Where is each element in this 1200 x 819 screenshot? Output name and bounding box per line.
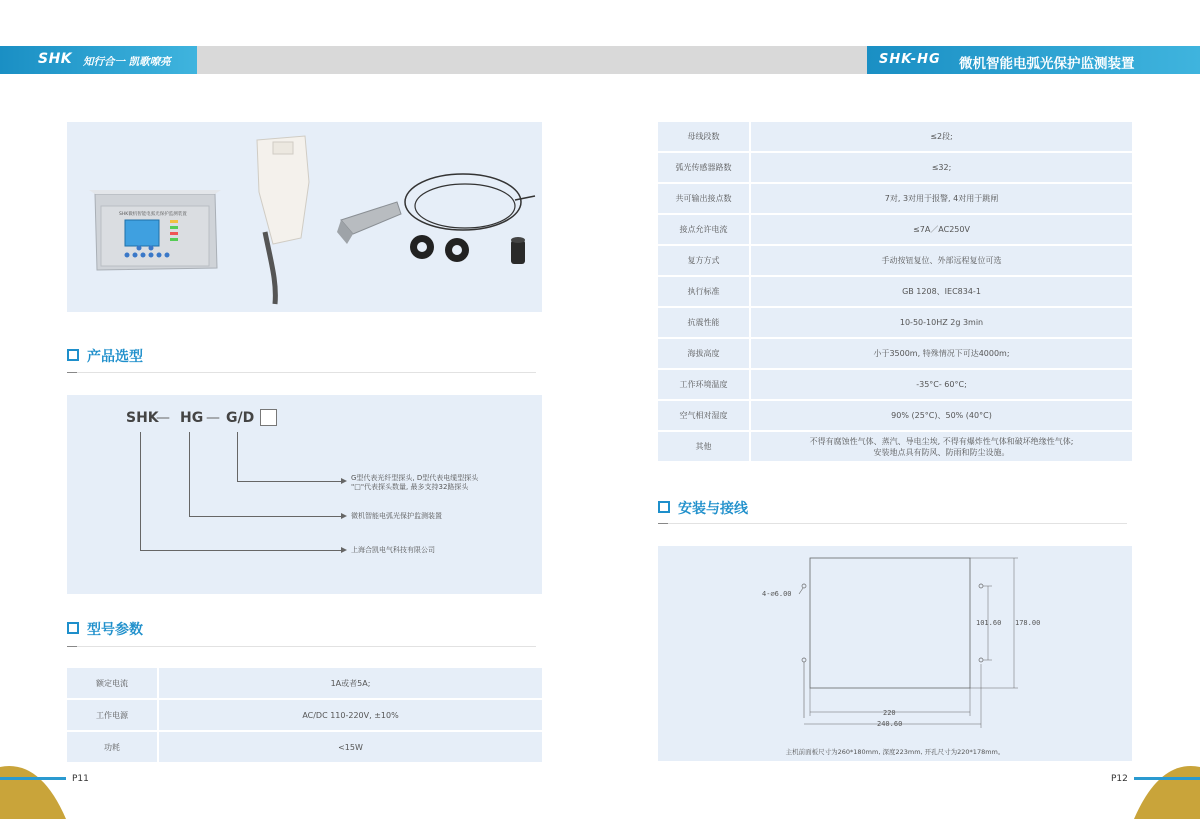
brand-logo: SHK [38, 51, 73, 67]
product-model: SHK-HG [879, 52, 941, 67]
table-row [658, 122, 1132, 151]
spec-key: 其他 [658, 432, 751, 461]
mount-hole-icon [979, 658, 983, 662]
header-left-banner [0, 46, 197, 74]
spec-value [751, 432, 1132, 461]
table-row [67, 732, 542, 762]
dim-178-label: 178.00 [1015, 619, 1041, 627]
spec-key: 共可输出接点数 [658, 184, 751, 213]
spec-key: 母线段数 [658, 122, 751, 151]
product-photo [67, 122, 542, 312]
device-unit-image [89, 190, 221, 270]
dim-240-label: 240.60 [877, 720, 903, 728]
install-divider [658, 523, 1127, 524]
table-row [658, 370, 1132, 399]
spec-key: 接点允许电流 [658, 215, 751, 244]
page-number-right: P12 [1111, 774, 1128, 784]
selection-heading [67, 346, 267, 366]
table-row [67, 700, 542, 730]
spec-key: 空气相对湿度 [658, 401, 751, 430]
code-part-shk: SHK [126, 410, 159, 426]
table-row [67, 668, 542, 698]
spec-table [658, 120, 1132, 463]
spec-value: GB 1208、IEC834-1 [751, 277, 1132, 306]
device-screen-label: SHK微机智能电弧光保护监测装置 [119, 212, 187, 217]
footer-bar-right [1134, 777, 1200, 780]
spec-key: 弧光传感器路数 [658, 153, 751, 182]
params-divider [67, 646, 536, 647]
arc-sensor-probe-image [257, 136, 309, 304]
param-key: 工作电源 [67, 700, 159, 730]
table-row [658, 184, 1132, 213]
header-right-banner [867, 46, 1200, 74]
mount-hole-icon [802, 584, 806, 588]
connector-line-device [189, 432, 190, 516]
note-device: 微机智能电弧光保护监测装置 [351, 512, 442, 520]
connector-line-device-h [189, 516, 341, 517]
panel-outline [810, 558, 970, 688]
hole-dim-label: 4-∅6.00 [762, 590, 792, 598]
dim-220-label: 220 [883, 709, 896, 717]
mount-hole-icon [979, 584, 983, 588]
table-row [658, 339, 1132, 368]
mount-hole-icon [802, 658, 806, 662]
spec-value: ≤2段; [751, 122, 1132, 151]
spec-value-line-2: 安装地点具有防风、防雨和防尘设施。 [873, 447, 1010, 457]
table-row [658, 432, 1132, 461]
param-value: 1A或者5A; [159, 668, 542, 698]
params-table [67, 666, 542, 764]
arrow-device-icon [341, 513, 347, 519]
table-row [658, 246, 1132, 275]
param-key: 额定电流 [67, 668, 159, 698]
spec-value: 手动按钮复位、外部远程复位可选 [751, 246, 1132, 275]
table-row [658, 277, 1132, 306]
arrow-company-icon [341, 547, 347, 553]
table-row [658, 153, 1132, 182]
bracket-and-fiber-image [337, 174, 535, 264]
selection-heading-text: 产品选型 [87, 349, 143, 365]
page-number-left: P11 [72, 774, 89, 784]
spec-key: 抗震性能 [658, 308, 751, 337]
note-company: 上海合凯电气科技有限公司 [351, 546, 435, 554]
heading-square-icon [67, 349, 79, 361]
params-heading [67, 619, 267, 639]
table-row [658, 308, 1132, 337]
footer-bar-left [0, 777, 66, 780]
param-value: AC/DC 110-220V, ±10% [159, 700, 542, 730]
probe-count-box [260, 409, 277, 426]
cutout-dimension-drawing [658, 546, 1132, 746]
model-selection-panel [67, 395, 542, 594]
install-caption: 主机前面板尺寸为260*180mm, 深度223mm, 开孔尺寸为220*178mm。 [785, 748, 1005, 756]
product-photo-illustration [67, 122, 542, 312]
spec-key: 海拔高度 [658, 339, 751, 368]
spec-value: -35°C- 60°C; [751, 370, 1132, 399]
gold-corner-left-icon [0, 759, 66, 819]
spec-value: ≤32; [751, 153, 1132, 182]
spec-key: 工作环境温度 [658, 370, 751, 399]
code-dash-1: — [156, 410, 170, 426]
install-heading [658, 498, 858, 518]
spec-key: 复方方式 [658, 246, 751, 275]
connector-line-probe [237, 432, 238, 481]
spec-value: 7对, 3对用于报警, 4对用于跳闸 [751, 184, 1132, 213]
dim-101-label: 101.60 [976, 619, 1002, 627]
connector-line-probe-h [237, 481, 341, 482]
gold-corner-right-icon [1134, 759, 1200, 819]
header-divider-bar [197, 46, 867, 74]
code-dash-2: — [206, 410, 220, 426]
note-probe-count: "□"代表探头数量, 最多支持32路探头 [351, 483, 469, 491]
note-probe-type: G型代表光纤型探头, D型代表电缆型探头 [351, 474, 479, 482]
code-part-gd: G/D [226, 410, 255, 426]
install-heading-text: 安装与接线 [678, 501, 748, 517]
table-row [658, 215, 1132, 244]
param-value: <15W [159, 732, 542, 762]
brand-slogan: 知行合一 凯歌嘹亮 [83, 56, 171, 68]
heading-square-icon [658, 501, 670, 513]
product-title: 微机智能电弧光保护监测装置 [959, 56, 1135, 72]
spec-key: 执行标准 [658, 277, 751, 306]
spec-value: ≤7A／AC250V [751, 215, 1132, 244]
code-part-hg: HG [180, 410, 204, 426]
param-key: 功耗 [67, 732, 159, 762]
spec-value: 90% (25°C)、50% (40°C) [751, 401, 1132, 430]
connector-line-company [140, 432, 141, 550]
spec-value: 10-50-10HZ 2g 3min [751, 308, 1132, 337]
heading-square-icon [67, 622, 79, 634]
table-row [658, 401, 1132, 430]
selection-divider [67, 372, 536, 373]
spec-value-line-1: 不得有腐蚀性气体、蒸汽、导电尘埃, 不得有爆炸性气体和破坏绝缘性气体; [809, 436, 1074, 446]
installation-drawing-panel [658, 546, 1132, 761]
arrow-probe-icon [341, 478, 347, 484]
connector-line-company-h [140, 550, 341, 551]
spec-value: 小于3500m, 特殊情况下可达4000m; [751, 339, 1132, 368]
params-heading-text: 型号参数 [87, 622, 143, 638]
